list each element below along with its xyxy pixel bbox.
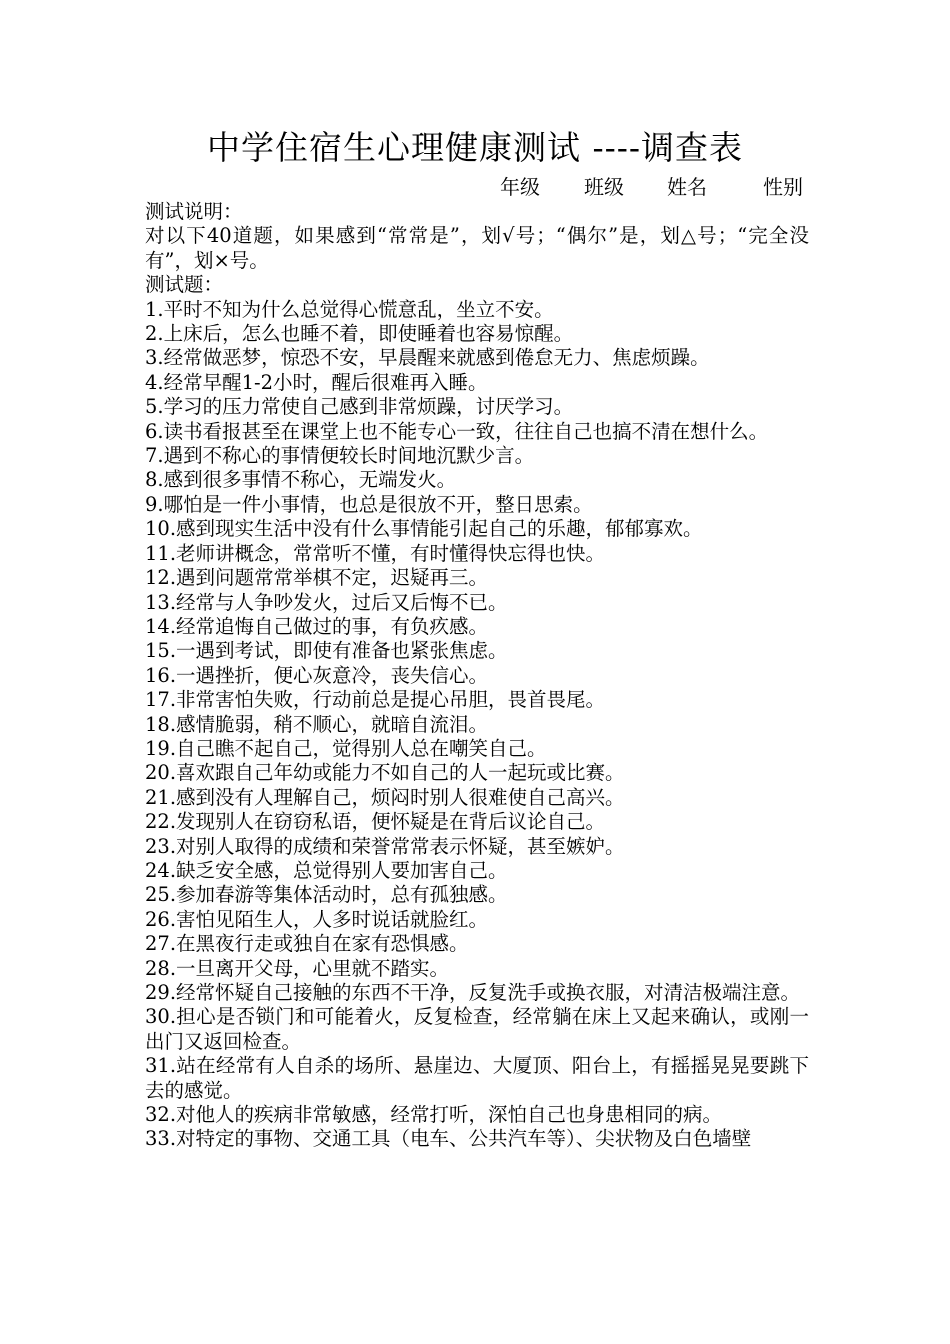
question-item: 26.害怕见陌生人，人多时说话就脸红。 [145,907,489,931]
question-item: 7.遇到不称心的事情便较长时间地沉默少言。 [145,444,535,468]
question-item: 3.经常做恶梦，惊恐不安，早晨醒来就感到倦怠无力、焦虑烦躁。 [145,346,710,370]
question-item: 8.感到很多事情不称心，无端发火。 [145,468,457,492]
question-item: 13.经常与人争吵发火，过后又后悔不已。 [145,590,508,614]
question-item: 19.自己瞧不起自己，觉得别人总在嘲笑自己。 [145,736,547,760]
question-item: 30.担心是否锁门和可能着火，反复检查，经常躺在床上又起来确认，或刚一出门又返回检查。 [145,1005,809,1053]
question-item: 2.上床后，怎么也睡不着，即使睡着也容易惊醒。 [145,322,574,346]
class-field-label: 班级 [584,175,624,199]
question-item: 15.一遇到考试，即使有准备也紧张焦虑。 [145,639,508,663]
question-item: 4.经常早醒1-2小时，醒后很难再入睡。 [145,370,488,394]
question-item: 20.喜欢跟自己年幼或能力不如自己的人一起玩或比赛。 [145,761,625,785]
questions-heading: 测试题： [145,273,224,297]
question-item: 6.读书看报甚至在课堂上也不能专心一致，往往自己也搞不清在想什么。 [145,419,769,443]
question-item: 32.对他人的疾病非常敏感，经常打听，深怕自己也身患相同的病。 [145,1103,723,1127]
question-item: 27.在黑夜行走或独自在家有恐惧感。 [145,932,469,956]
question-item: 11.老师讲概念，常常听不懂，有时懂得快忘得也快。 [145,541,606,565]
question-item: 9.哪怕是一件小事情，也总是很放不开，整日思索。 [145,492,593,516]
question-item: 29.经常怀疑自己接触的东西不干净，反复洗手或换衣服，对清洁极端注意。 [145,981,801,1004]
question-item: 17.非常害怕失败，行动前总是提心吊胆，畏首畏尾。 [145,688,606,712]
instructions-heading: 测试说明： [145,200,243,223]
question-item: 31.站在经常有人自杀的场所、悬崖边、大厦顶、阳台上，有摇摇晃晃要跳下去的感觉。 [145,1054,809,1102]
question-item: 5.学习的压力常使自己感到非常烦躁，讨厌学习。 [145,395,574,419]
question-item: 12.遇到问题常常举棋不定，迟疑再三。 [145,566,489,590]
info-fields [0,174,950,200]
name-field-label: 姓名 [667,175,707,199]
question-item: 14.经常追悔自己做过的事，有负疚感。 [145,614,489,638]
question-list [145,298,809,1152]
question-item: 23.对别人取得的成绩和荣誉常常表示怀疑，甚至嫉妒。 [145,834,625,858]
question-item: 22.发现别人在窃窃私语，便怀疑是在背后议论自己。 [145,810,606,834]
question-item: 25.参加春游等集体活动时，总有孤独感。 [145,883,508,907]
document-body [145,200,809,1152]
instructions-text: 对以下40道题，如果感到“常常是”，划√号；“偶尔”是，划△号；“完全没有”，划×号。 [145,224,809,272]
question-item: 16.一遇挫折，便心灰意冷，丧失信心。 [145,663,489,687]
question-item: 18.感情脆弱，稍不顺心，就暗自流泪。 [145,712,489,736]
question-item: 1.平时不知为什么总觉得心慌意乱，坐立不安。 [145,297,554,321]
gender-field-label: 性别 [763,175,803,199]
question-item: 28.一旦离开父母，心里就不踏实。 [145,956,450,980]
question-item: 24.缺乏安全感，总觉得别人要加害自己。 [145,858,508,882]
grade-field-label: 年级 [500,175,540,199]
page-title: 中学住宿生心理健康测试 ----调查表 [206,128,744,167]
question-item: 33.对特定的事物、交通工具（电车、公共汽车等）、尖状物及白色墙壁 [145,1127,752,1151]
question-item: 21.感到没有人理解自己，烦闷时别人很难使自己高兴。 [145,785,625,809]
question-item: 10.感到现实生活中没有什么事情能引起自己的乐趣，郁郁寡欢。 [145,517,703,541]
